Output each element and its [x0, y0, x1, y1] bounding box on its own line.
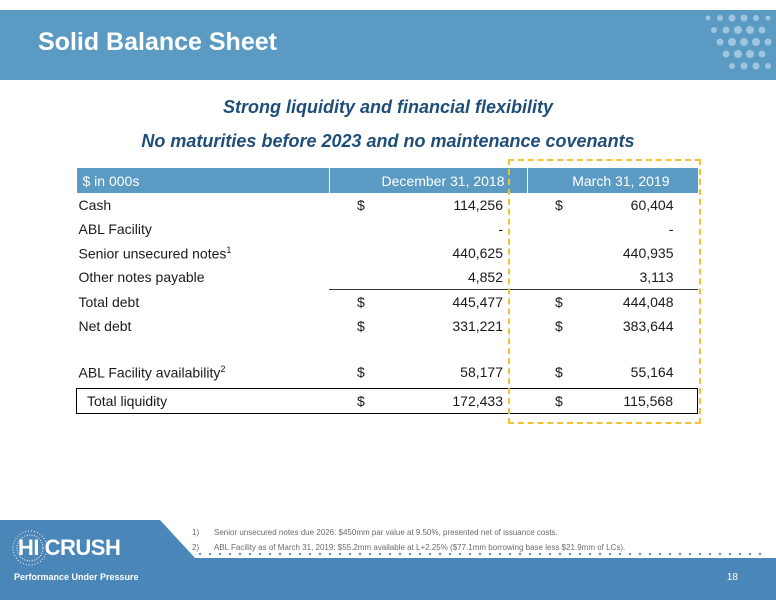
value-mar-2019: 115,568 [583, 389, 698, 414]
currency-symbol [527, 241, 583, 265]
value-dec-2018: 114,256 [453, 197, 503, 213]
value-dec-2018: 445,477 [385, 290, 527, 315]
currency-symbol [329, 265, 385, 290]
currency-symbol: $ [357, 318, 365, 334]
currency-symbol: $ [555, 318, 563, 334]
header-mar-2019: March 31, 2019 [527, 168, 698, 193]
header-dec-2018: December 31, 2018 [329, 168, 527, 193]
table-row [77, 290, 698, 315]
currency-symbol: $ [527, 290, 583, 315]
currency-symbol: $ [329, 290, 385, 315]
table-row [77, 217, 698, 241]
footnote-number: 1) [192, 528, 200, 537]
currency-symbol [527, 265, 583, 290]
footnotes [192, 525, 625, 555]
subtitle-liquidity: Strong liquidity and financial flexibility [222, 97, 554, 117]
value-mar-2019: - [668, 221, 674, 237]
page-number: 18 [726, 572, 738, 583]
value-mar-2019: 3,113 [639, 269, 674, 285]
currency-symbol [329, 241, 385, 265]
table-row [77, 241, 698, 265]
value-mar-2019: 440,935 [622, 245, 674, 261]
footnote-text: ABL Facility as of March 31, 2019: $55.2mm available at L+2.25% ($77.1mm borrowing base less $21.9mm of LCs). [214, 543, 626, 552]
value-dec-2018: 58,177 [460, 364, 503, 380]
row-label [77, 241, 330, 265]
title-bar [0, 10, 776, 80]
footnote-text: Senior unsecured notes due 2026: $450mm par value at 9.50%, presented net of issuance costs. [214, 528, 558, 537]
table-row [77, 265, 698, 290]
value-dec-2018: 440,625 [452, 245, 503, 261]
row-label: Net debt [78, 318, 132, 334]
balance-sheet-table [76, 168, 698, 414]
value-mar-2019: 60,404 [630, 197, 674, 213]
row-label [77, 360, 330, 384]
footnote-1 [192, 525, 625, 540]
value-mar-2019: 383,644 [622, 318, 674, 334]
value-mar-2019: 55,164 [630, 364, 674, 380]
spacer-row [77, 338, 698, 360]
row-label: Total liquidity [77, 389, 330, 414]
decorative-dots-icon [696, 10, 776, 80]
table-header-row [77, 168, 698, 193]
value-mar-2019: 444,048 [583, 290, 698, 315]
company-tagline: Performance Under Pressure [14, 572, 139, 582]
footnote-2 [192, 540, 625, 555]
value-dec-2018: 331,221 [452, 318, 503, 334]
footnote-marker: 2 [220, 363, 226, 374]
row-label: Cash [78, 197, 112, 213]
row-label-text: Senior unsecured notes [78, 245, 227, 262]
footnote-marker: 1 [226, 244, 232, 255]
value-dec-2018: 4,852 [467, 269, 503, 285]
table-row [77, 193, 698, 217]
subtitle-maturities: No maturities before 2023 and no maintenance covenants [141, 131, 635, 151]
row-label-text: ABL Facility availability [78, 364, 221, 381]
table-row [77, 360, 698, 384]
footnote-number: 2) [192, 543, 200, 552]
slide-title: Solid Balance Sheet [38, 28, 277, 56]
currency-symbol: $ [357, 364, 365, 380]
currency-symbol [527, 217, 583, 241]
currency-symbol: $ [527, 389, 583, 414]
company-logo-text: HI CRUSH [18, 535, 121, 560]
row-label: ABL Facility [78, 221, 152, 237]
total-liquidity-row [77, 389, 698, 414]
row-label: Total debt [78, 293, 140, 310]
header-units: $ in 000s [77, 168, 330, 193]
row-label: Other notes payable [78, 269, 205, 286]
currency-symbol: $ [555, 364, 563, 380]
currency-symbol: $ [357, 197, 365, 213]
currency-symbol: $ [329, 389, 385, 414]
value-dec-2018: - [498, 221, 503, 237]
currency-symbol: $ [555, 197, 563, 213]
value-dec-2018: 172,433 [385, 389, 527, 414]
currency-symbol [329, 217, 385, 241]
table-row [77, 314, 698, 338]
